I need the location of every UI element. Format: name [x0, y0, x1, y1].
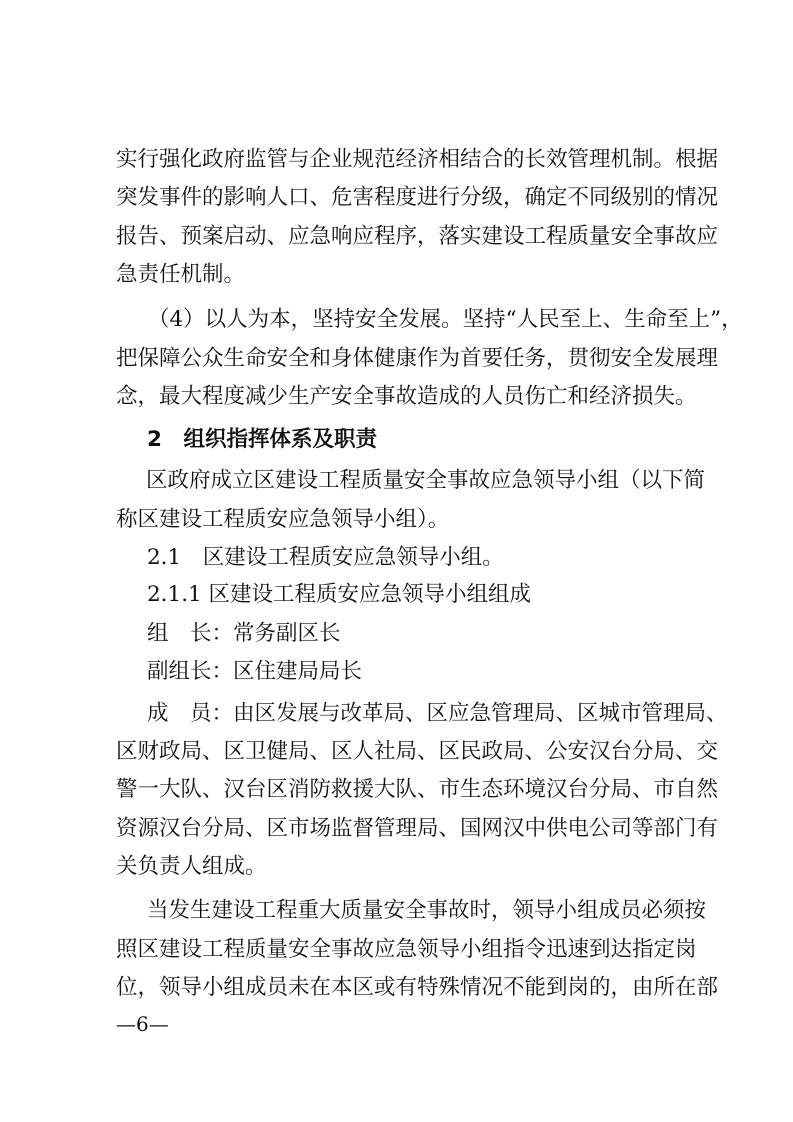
- text-line: 当发生建设工程重大质量安全事故时，领导小组成员必须按: [147, 898, 707, 923]
- text-line: 成 员：由区发展与改革局、区应急管理局、区城市管理局、: [147, 701, 728, 726]
- text-line: 资源汉台分局、区市场监督管理局、国网汉中供电公司等部门有: [116, 816, 719, 841]
- section-heading: 2 组织指挥体系及职责: [147, 427, 377, 452]
- text-line: 位，领导小组成员未在本区或有特殊情况不能到岗的，由所在部: [116, 975, 719, 1000]
- page-number: —6—: [116, 1012, 169, 1036]
- text-line: 照区建设工程质量安全事故应急领导小组指令迅速到达指定岗: [116, 937, 697, 962]
- text-line: 关负责人组成。: [116, 854, 267, 879]
- text-line: 念，最大程度减少生产安全事故造成的人员伤亡和经济损失。: [116, 384, 697, 409]
- subsection-heading: 2.1.1 区建设工程质安应急领导小组组成: [147, 582, 532, 607]
- text-line: （4）以人为本，坚持安全发展。坚持“人民至上、生命至上”，: [148, 307, 743, 332]
- text-line: 区政府成立区建设工程质量安全事故应急领导小组（以下简: [146, 468, 706, 493]
- text-line: 急责任机制。: [116, 262, 246, 287]
- text-line: 突发事件的影响人口、危害程度进行分级，确定不同级别的情况: [116, 185, 719, 210]
- text-line: 称区建设工程质安应急领导小组）。: [116, 507, 450, 532]
- text-line: 警一大队、汉台区消防救援大队、市生态环境汉台分局、市自然: [116, 777, 719, 802]
- subsection-heading: 2.1 区建设工程质安应急领导小组。: [147, 545, 504, 570]
- text-line: 区财政局、区卫健局、区人社局、区民政局、公安汉台分局、交: [116, 739, 719, 764]
- text-line: 把保障公众生命安全和身体健康作为首要任务，贯彻安全发展理: [116, 346, 719, 371]
- text-line: 副组长：区住建局局长: [147, 659, 363, 684]
- text-line: 报告、预案启动、应急响应程序，落实建设工程质量安全事故应: [116, 224, 719, 249]
- text-line: 实行强化政府监管与企业规范经济相结合的长效管理机制。根据: [116, 147, 719, 172]
- text-line: 组 长：常务副区长: [147, 621, 341, 646]
